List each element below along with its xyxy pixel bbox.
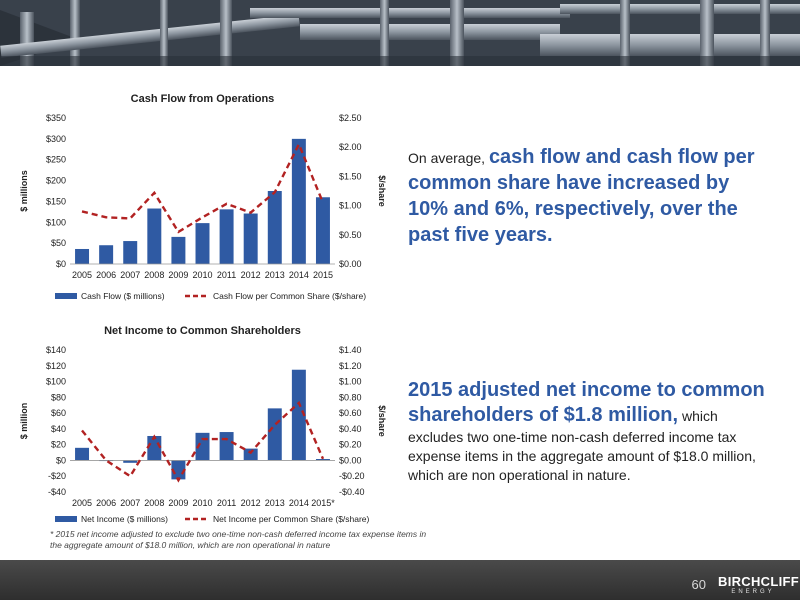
cash-flow-commentary xyxy=(408,145,758,249)
y-tick-label: $0 xyxy=(55,455,66,466)
y-axis-label: $ millions xyxy=(19,170,29,212)
net-income-rest: which excludes two one-time non-cash deferred income tax expense items in the aggregate amount of $18.0 million, which are non operational in nature. xyxy=(408,408,756,483)
legend-line-label: Cash Flow per Common Share ($/share) xyxy=(213,291,367,301)
bar-2011 xyxy=(220,209,234,264)
bar-2005 xyxy=(75,448,89,461)
bar-2013 xyxy=(268,408,282,460)
y2-axis-label: $/share xyxy=(377,175,387,207)
x-tick-label: 2009 xyxy=(168,498,189,508)
x-tick-label: 2007 xyxy=(120,270,141,280)
y2-tick-label: $1.00 xyxy=(339,376,362,387)
line-series xyxy=(82,144,323,232)
x-tick-label: 2007 xyxy=(120,498,141,508)
cash-flow-lead: On average, xyxy=(408,150,489,166)
y2-tick-label: -$0.20 xyxy=(339,471,365,482)
y2-axis-label: $/share xyxy=(377,405,387,437)
legend-bar-swatch xyxy=(55,293,77,299)
net-income-commentary xyxy=(408,378,768,485)
x-tick-label: 2011 xyxy=(216,498,237,508)
bar-2012 xyxy=(244,214,258,264)
y2-tick-label: $2.50 xyxy=(339,113,362,123)
y2-tick-label: $0.50 xyxy=(339,229,362,240)
y2-tick-label: $0.60 xyxy=(339,408,362,419)
y2-tick-label: $0.00 xyxy=(339,259,362,269)
bar-2011 xyxy=(220,432,234,460)
legend-bar-label: Cash Flow ($ millions) xyxy=(81,291,165,301)
y-tick-label: $20 xyxy=(50,439,66,450)
bar-2013 xyxy=(268,191,282,264)
cash-flow-chart-svg xyxy=(15,84,395,314)
net-income-chart-svg xyxy=(15,316,395,528)
y2-tick-label: $1.20 xyxy=(339,360,362,371)
y2-tick-label: $1.40 xyxy=(339,345,362,355)
x-tick-label: 2012 xyxy=(240,498,261,508)
bar-2008 xyxy=(147,436,161,460)
bar-2010 xyxy=(196,223,210,264)
chart-title: Net Income to Common Shareholders xyxy=(104,325,301,337)
y-tick-label: $100 xyxy=(45,217,66,228)
x-tick-label: 2010 xyxy=(192,270,213,280)
x-tick-label: 2011 xyxy=(216,270,237,280)
pipeline-image xyxy=(0,0,800,66)
legend-bar-swatch xyxy=(55,516,77,522)
x-tick-label: 2015 xyxy=(312,270,333,280)
footnote: * 2015 net income adjusted to exclude two one-time non-cash deferred income tax expense items in the aggregate amount of $18.0 million, which are non operational in nature xyxy=(50,529,427,550)
cash-flow-highlight: cash flow and cash flow per common share have increased by 10% and 6%, respectively, over the past five years. xyxy=(408,146,755,246)
bar-2012 xyxy=(244,449,258,461)
y2-tick-label: $1.00 xyxy=(339,200,362,211)
bar-2006 xyxy=(99,245,113,264)
y2-tick-label: $0.00 xyxy=(339,455,362,466)
bar-2009 xyxy=(171,237,185,264)
y-tick-label: -$40 xyxy=(47,487,66,497)
x-tick-label: 2006 xyxy=(96,270,117,280)
y-tick-label: $350 xyxy=(45,113,66,123)
y-tick-label: $150 xyxy=(45,196,66,207)
x-tick-label: 2008 xyxy=(144,498,165,508)
y2-tick-label: $0.40 xyxy=(339,423,362,434)
net-income-chart xyxy=(15,316,395,533)
x-tick-label: 2012 xyxy=(240,270,261,280)
y2-tick-label: $1.50 xyxy=(339,171,362,182)
x-tick-label: 2014 xyxy=(288,270,309,280)
bar-2007 xyxy=(123,241,137,264)
y-tick-label: $300 xyxy=(45,133,66,144)
y2-tick-label: -$0.40 xyxy=(339,487,365,497)
x-tick-label: 2009 xyxy=(168,270,189,280)
footer-bar xyxy=(0,560,800,600)
birchcliff-logo xyxy=(718,574,799,597)
y-tick-label: $140 xyxy=(45,345,66,355)
logo-sub: ENERGY xyxy=(731,589,775,595)
y2-tick-label: $2.00 xyxy=(339,142,362,153)
page-number: 60 xyxy=(691,577,706,592)
y-tick-label: $120 xyxy=(45,360,66,371)
x-tick-label: 2013 xyxy=(264,498,285,508)
y2-tick-label: $0.80 xyxy=(339,392,362,403)
y2-tick-label: $0.20 xyxy=(339,439,362,450)
x-tick-label: 2005 xyxy=(72,498,93,508)
header-banner xyxy=(0,0,800,66)
y-tick-label: $0 xyxy=(55,259,66,269)
y-tick-label: $80 xyxy=(50,392,66,403)
legend-bar-label: Net Income ($ millions) xyxy=(81,514,168,524)
y-tick-label: $200 xyxy=(45,175,66,186)
y-tick-label: $50 xyxy=(50,238,66,249)
x-tick-label: 2014 xyxy=(288,498,309,508)
y-axis-label: $ million xyxy=(19,402,29,440)
y-tick-label: $250 xyxy=(45,154,66,165)
bar-2005 xyxy=(75,249,89,264)
legend-line-label: Net Income per Common Share ($/share) xyxy=(213,514,370,524)
x-tick-label: 2010 xyxy=(192,498,213,508)
x-tick-label: 2013 xyxy=(264,270,285,280)
chart-title: Cash Flow from Operations xyxy=(130,93,275,105)
cash-flow-chart xyxy=(15,84,395,319)
logo-name: BIRCHCLIFF xyxy=(718,574,799,589)
y-tick-label: $60 xyxy=(50,408,66,419)
x-tick-label: 2015* xyxy=(311,498,335,508)
y-tick-label: -$20 xyxy=(47,471,66,482)
y-tick-label: $40 xyxy=(50,423,66,434)
bar-2015 xyxy=(316,197,330,264)
y-tick-label: $100 xyxy=(45,376,66,387)
x-tick-label: 2006 xyxy=(96,498,117,508)
x-tick-label: 2008 xyxy=(144,270,165,280)
bar-2008 xyxy=(147,209,161,264)
net-income-highlight: 2015 adjusted net income to common shareholders of $1.8 million, xyxy=(408,379,765,426)
x-tick-label: 2005 xyxy=(72,270,93,280)
